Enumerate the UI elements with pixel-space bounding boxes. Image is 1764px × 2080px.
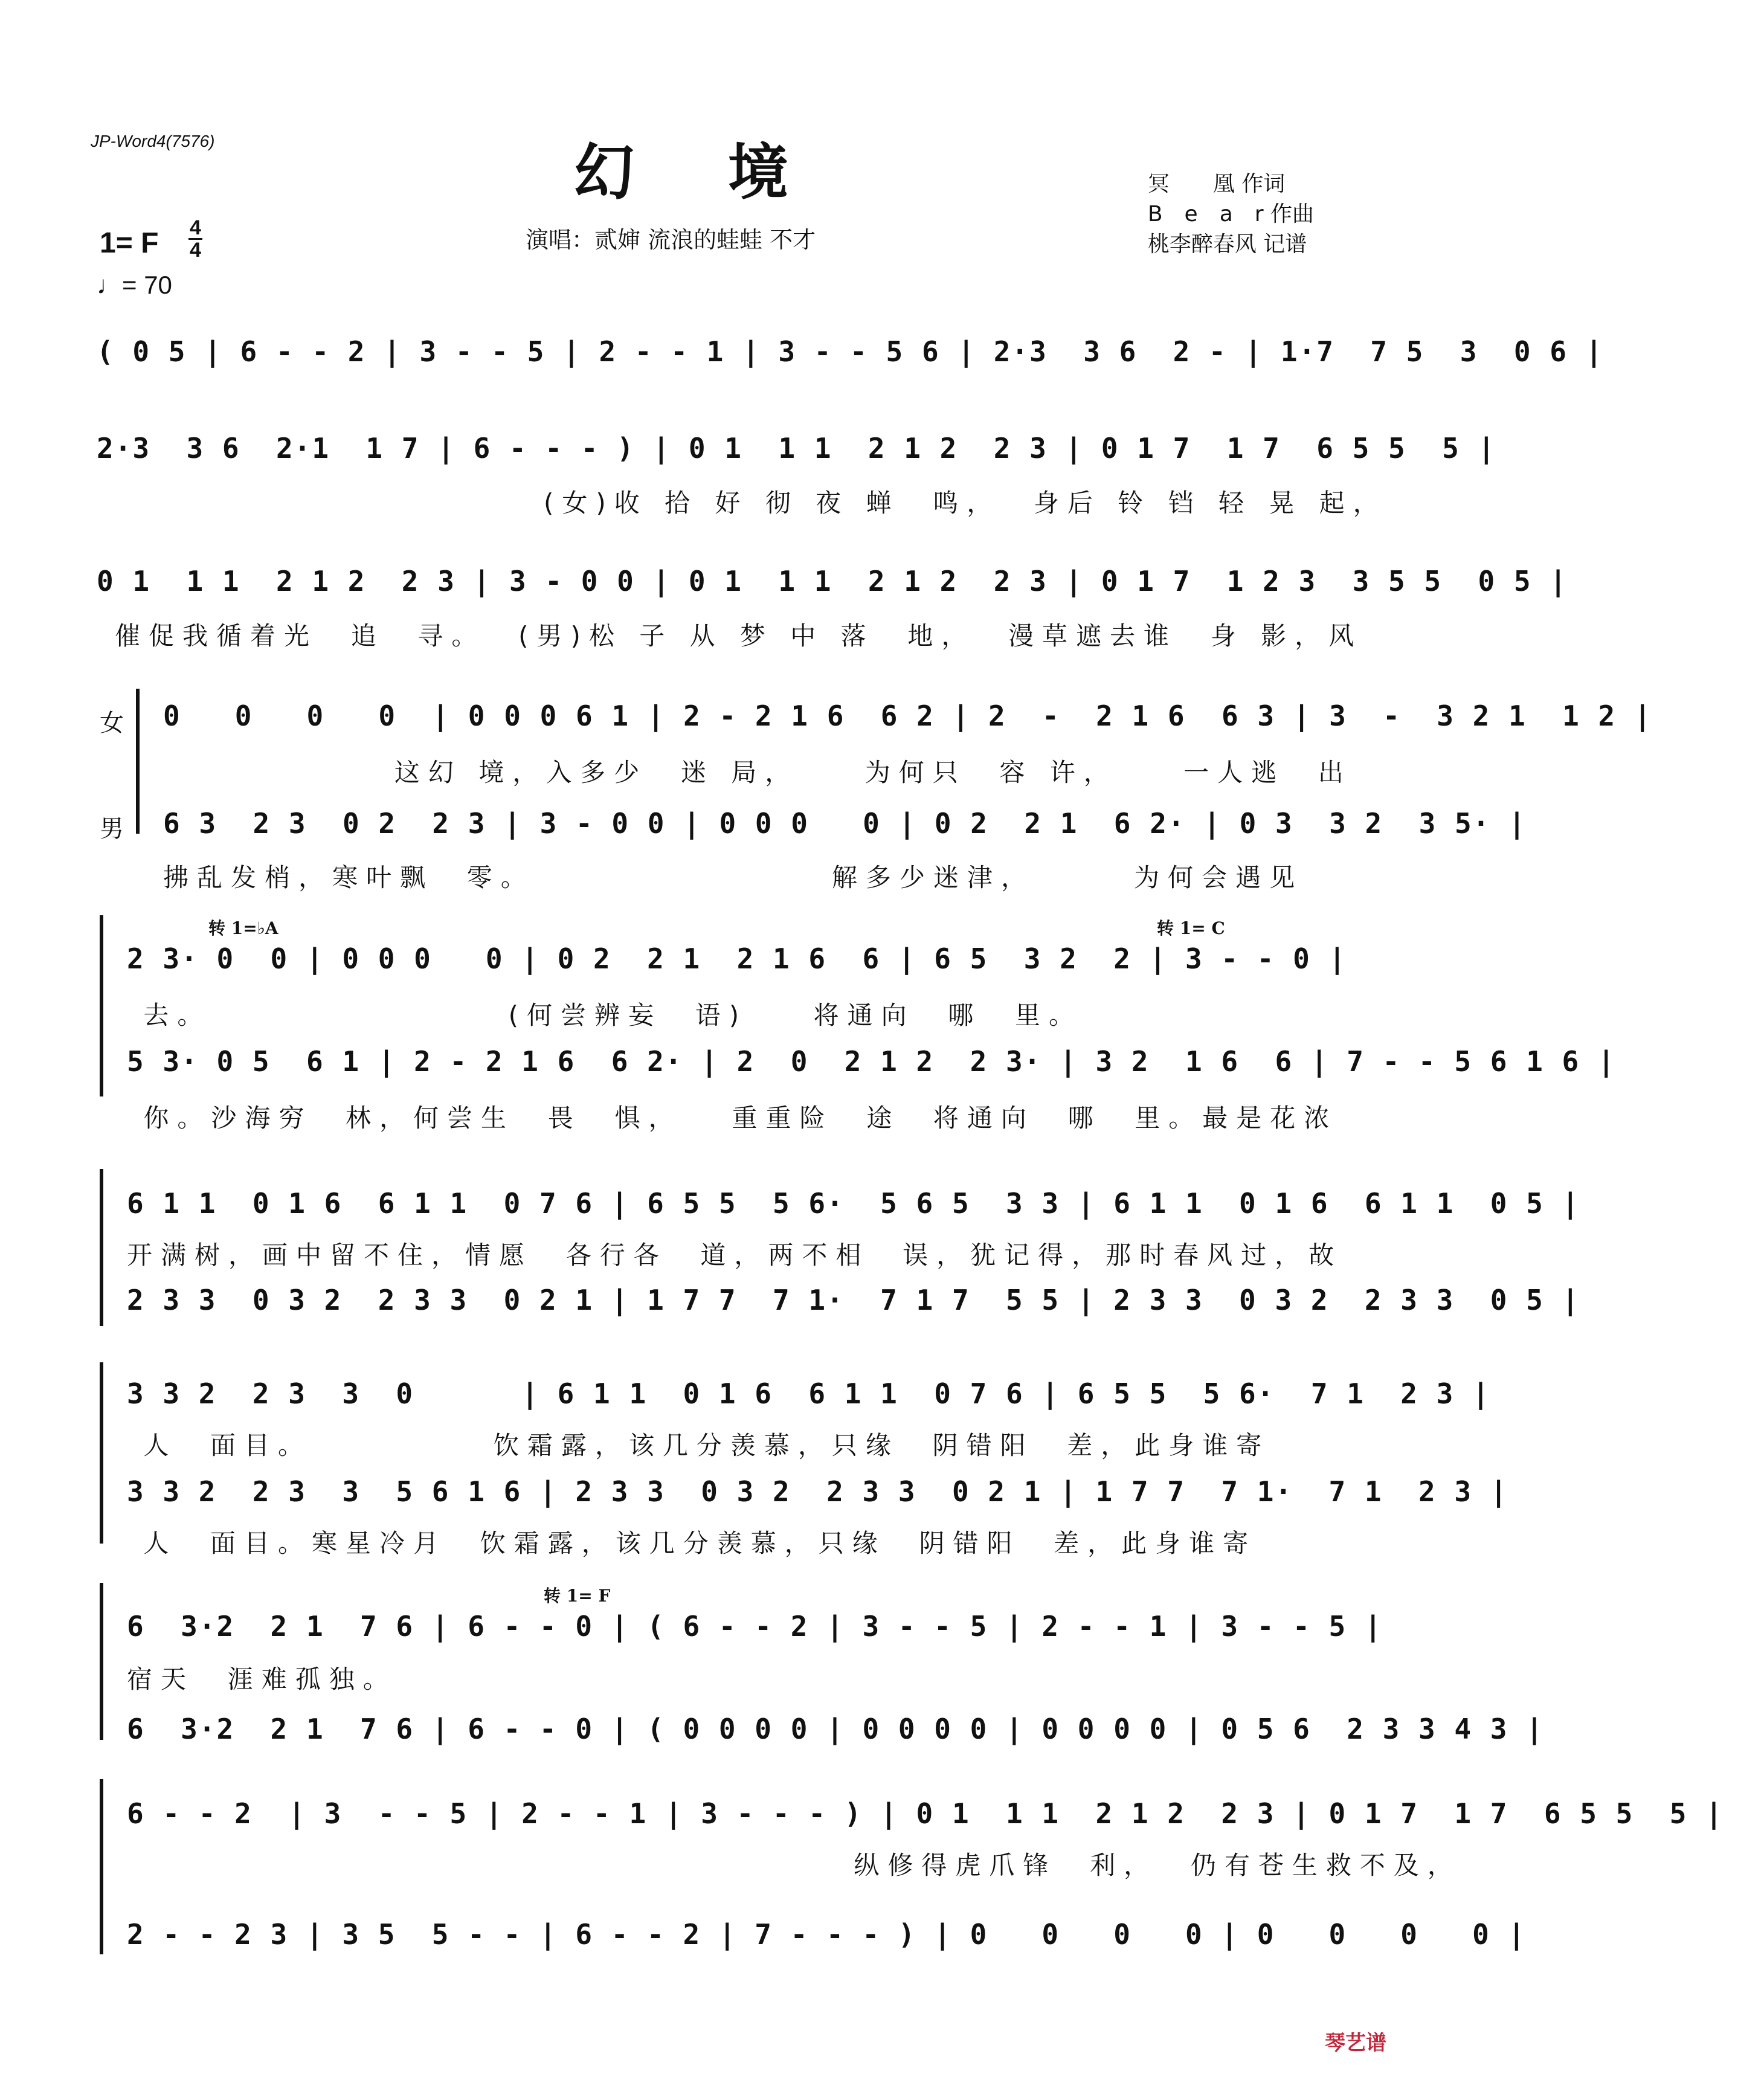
modulation-mark: 转 1=♭A xyxy=(208,918,278,938)
male-notes-line: 2 - - 2 3 | 3 5 5 - - | 6 - - 2 | 7 - - - ) | 0 0 0 0 | 0 0 0 0 | xyxy=(127,1918,1527,1951)
female-lyric-line: 人 面目。 饮霜露，该几分羡慕，只缘 阴错阳 差，此身谁寄 xyxy=(127,1431,1270,1460)
male-notes-line: 2 3 3 0 3 2 2 3 3 0 2 1 | 1 7 7 7 1· 7 1 7 5 5 | 2 3 3 0 3 2 2 3 3 0 5 | xyxy=(127,1284,1580,1316)
male-notes-line: 6 3·2 2 1 7 6 | 6 - - 0 | ( 0 0 0 0 | 0 0 0 0 | 0 0 0 0 | 0 5 6 2 3 3 4 3 | xyxy=(127,1713,1544,1745)
system-brace xyxy=(100,1779,109,1954)
system-brace xyxy=(100,1362,109,1544)
meter-top: 4 xyxy=(190,216,201,239)
modulation-mark: 转 1= F xyxy=(544,1586,611,1606)
notes-line: ( 0 5 | 6 - - 2 | 3 - - 5 | 2 - - 1 | 3 - - 5 6 | 2·3 3 6 2 - | 1·7 7 5 3 0 6 | xyxy=(97,335,1604,368)
key-signature: 1= F xyxy=(100,227,159,259)
female-lyric-line: 宿天 涯难孤独。 xyxy=(127,1664,397,1694)
lyric-line: 催促我循着光 追 寻。 (男)松 子 从 梦 中 落 地， 漫草遮去谁 身 影，风 xyxy=(115,621,1363,651)
female-lyric-line: 开满树，画中留不住，情愿 各行各 道，两不相 误，犹记得，那时春风过，故 xyxy=(127,1240,1343,1270)
song-title: 幻 境 xyxy=(574,137,825,208)
female-lyric-line: 这幻 境，入多少 迷 局， 为何只 容 许， 一人逃 出 xyxy=(163,758,1352,787)
female-lyric-line: 去。 (何尝辨妄 语) 将通向 哪 里。 xyxy=(127,1000,1083,1030)
male-notes-line: 5 3· 0 5 6 1 | 2 - 2 1 6 6 2· | 2 0 2 1 2 2 3· | 3 2 1 6 6 | 7 - - 5 6 1 6 | xyxy=(127,1045,1616,1078)
notes-line: 0 1 1 1 2 1 2 2 3 | 3 - 0 0 | 0 1 1 1 2 1 2 2 3 | 0 1 7 1 2 3 3 5 5 0 5 | xyxy=(97,565,1568,597)
part-label-female: 女 xyxy=(100,709,124,737)
meter-bottom: 4 xyxy=(190,239,201,262)
modulation-mark: 转 1= C xyxy=(1157,918,1225,938)
composer: B e a r 作曲 xyxy=(1147,202,1314,227)
notes-line: 2·3 3 6 2·1 1 7 | 6 - - - ) | 0 1 1 1 2 1 2 2 3 | 0 1 7 1 7 6 5 5 5 | xyxy=(97,432,1496,465)
transcriber: 桃李醉春风 记谱 xyxy=(1147,232,1307,257)
female-notes-line: 2 3· 0 0 | 0 0 0 0 | 0 2 2 1 2 1 6 6 | 6 5 3 2 2 | 3 - - 0 | xyxy=(127,942,1347,975)
singer-line: 演唱：贰婶 流浪的蛙蛙 不才 xyxy=(526,227,816,253)
part-label-male: 男 xyxy=(100,815,124,843)
female-notes-line: 6 1 1 0 1 6 6 1 1 0 7 6 | 6 5 5 5 6· 5 6 5 3 3 | 6 1 1 0 1 6 6 1 1 0 5 | xyxy=(127,1187,1580,1220)
male-lyric-line: 你。沙海穷 林，何尝生 畏 惧， 重重险 途 将通向 哪 里。最是花浓 xyxy=(127,1103,1338,1133)
tempo-marking: ♩= 70 xyxy=(97,271,172,299)
female-lyric-line: 纵修得虎爪锋 利， 仍有苍生救不及， xyxy=(127,1850,1461,1880)
credits xyxy=(1148,169,1314,260)
male-notes-line: 3 3 2 2 3 3 5 6 1 6 | 2 3 3 0 3 2 2 3 3 0 2 1 | 1 7 7 7 1· 7 1 2 3 | xyxy=(127,1475,1508,1508)
system-brace xyxy=(100,1169,109,1326)
female-notes-line: 3 3 2 2 3 3 0 | 6 1 1 0 1 6 6 1 1 0 7 6 | 6 5 5 5 6· 7 1 2 3 | xyxy=(127,1377,1490,1410)
female-notes-line: 0 0 0 0 | 0 0 0 6 1 | 2 - 2 1 6 6 2 | 2 - 2 1 6 6 3 | 3 - 3 2 1 1 2 | xyxy=(163,700,1652,732)
software-label: JP-Word4(7576) xyxy=(91,132,215,150)
male-lyric-line: 人 面目。寒星冷月 饮霜露，该几分羡慕，只缘 阴错阳 差，此身谁寄 xyxy=(127,1528,1257,1558)
system-brace xyxy=(100,915,109,1096)
male-notes-line: 6 3 2 3 0 2 2 3 | 3 - 0 0 | 0 0 0 0 | 0 2 2 1 6 2· | 0 3 3 2 3 5· | xyxy=(163,807,1527,840)
system-brace xyxy=(100,1583,109,1740)
female-notes-line: 6 - - 2 | 3 - - 5 | 2 - - 1 | 3 - - - ) | 0 1 1 1 2 1 2 2 3 | 0 1 7 1 7 6 5 5 5 | xyxy=(127,1797,1724,1830)
lyric-line: (女)收 拾 好 彻 夜 蝉 鸣， 身后 铃 铛 轻 晃 起， xyxy=(544,488,1387,518)
male-lyric-line: 拂乱发梢，寒叶飘 零。 解多少迷津， 为何会遇见 xyxy=(163,863,1304,892)
time-signature xyxy=(188,217,202,260)
lyricist: 冥 凰 作词 xyxy=(1147,172,1286,196)
female-notes-line: 6 3·2 2 1 7 6 | 6 - - 0 | ( 6 - - 2 | 3 - - 5 | 2 - - 1 | 3 - - 5 | xyxy=(127,1610,1383,1643)
watermark-logo: 琴艺谱 xyxy=(1325,2031,1386,2055)
system-brace xyxy=(136,689,146,834)
